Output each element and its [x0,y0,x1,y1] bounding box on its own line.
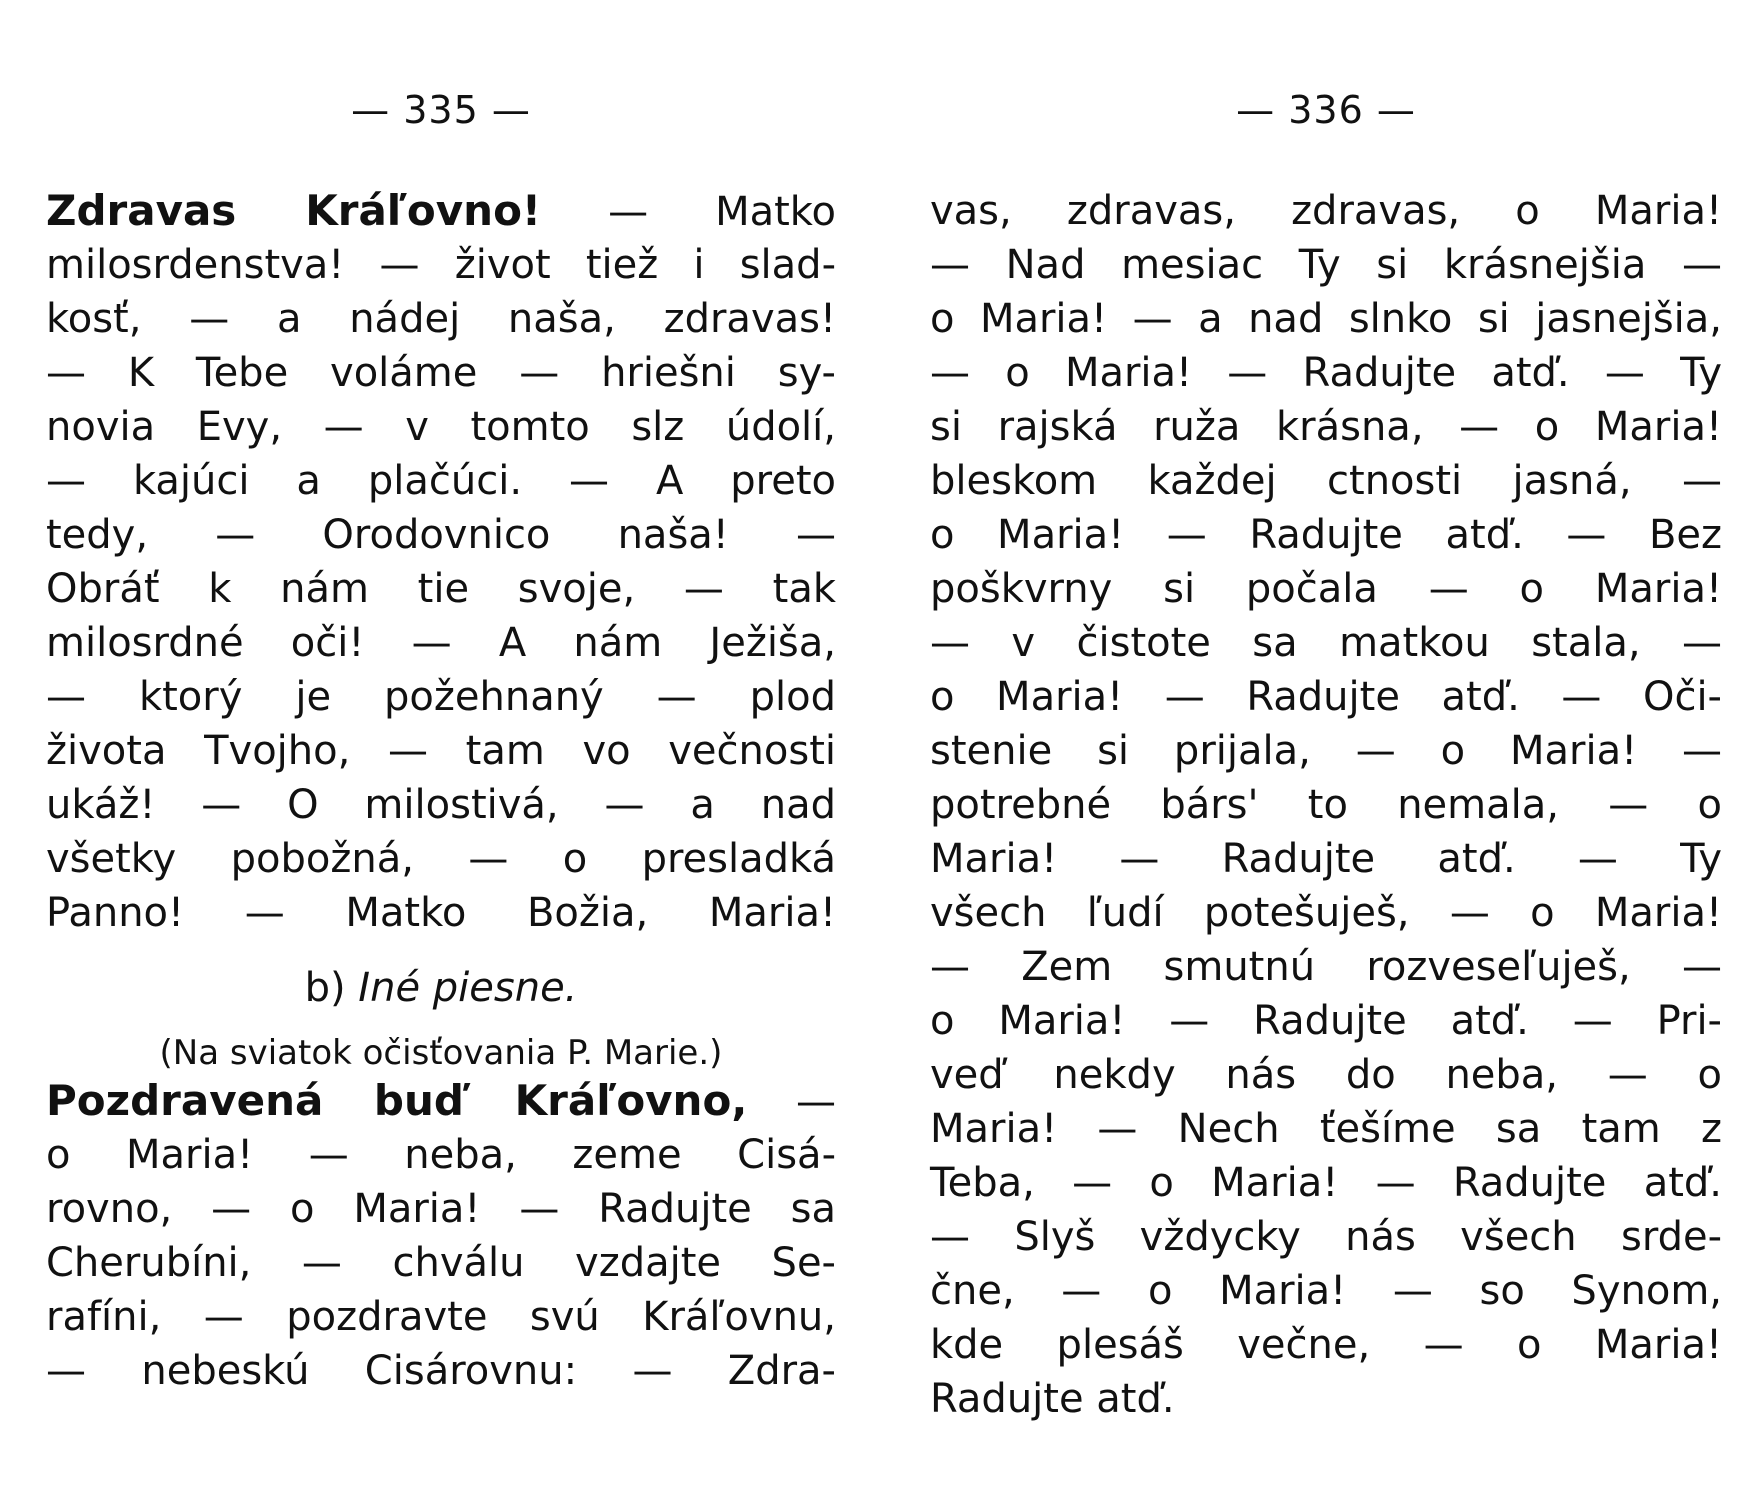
text-line: všetky pobožná, — o presladká [46,836,836,882]
text-line: — K Tebe voláme — hriešni sy- [46,350,836,396]
text-line: vas, zdravas, zdravas, o Maria! [930,188,1722,234]
text-line: ukáž! — O milostivá, — a nad [46,782,836,828]
section-heading: b) Iné piesne. [304,965,578,1011]
text-line: si rajská ruža krásna, — o Maria! [930,404,1722,450]
text-line: — v čistote sa matkou stala, — [930,620,1722,666]
text-line: o Maria! — Radujte atď. — Bez [930,512,1722,558]
prayer-body [46,238,836,940]
text-line: Radujte atď. [930,1376,1175,1422]
hymn-body [46,1128,836,1398]
text-line: o Maria! — Radujte atď. — Pri- [930,998,1722,1044]
text-line: o Maria! — neba, zeme Cisá- [46,1132,836,1178]
text-line: života Tvojho, — tam vo večnosti [46,728,836,774]
text-line: rafíni, — pozdravte svú Kráľovnu, [46,1294,836,1340]
prayer-first-line: Zdravas Kráľovno! — Matko [46,186,836,235]
text-line: — Zem smutnú rozveseľuješ, — [930,944,1722,990]
text-line: rovno, — o Maria! — Radujte sa [46,1186,836,1232]
text-line: o Maria! — Radujte atď. — Oči- [930,674,1722,720]
text-line: stenie si prijala, — o Maria! — [930,728,1722,774]
text-line: tedy, — Orodovnico naša! — [46,512,836,558]
text-line: — Nad mesiac Ty si krásnejšia — [930,242,1722,288]
text-line: Teba, — o Maria! — Radujte atď. [930,1160,1722,1206]
text-line: — Slyš vždycky nás všech srde- [930,1214,1722,1260]
text-line: — o Maria! — Radujte atď. — Ty [930,350,1722,396]
text-line: kde plesáš večne, — o Maria! [930,1322,1722,1368]
text-line: — ktorý je požehnaný — plod [46,674,836,720]
hymn-opening: Pozdravená buď Kráľovno, [46,1076,748,1125]
text-line: — kajúci a plačúci. — A preto [46,458,836,504]
text-line: kosť, — a nádej naša, zdravas! [46,296,836,342]
text-line: poškvrny si počala — o Maria! [930,566,1722,612]
text-line: o Maria! — a nad slnko si jasnejšia, [930,296,1722,342]
text-line: Obráť k nám tie svoje, — tak [46,566,836,612]
text-line: Maria! — Radujte atď. — Ty [930,836,1722,882]
page-number-336: — 336 — [1236,88,1416,132]
text-line: Cherubíni, — chválu vzdajte Se- [46,1240,836,1286]
text-line: Panno! — Matko Božia, Maria! [46,890,836,936]
text-line: čne, — o Maria! — so Synom, [930,1268,1722,1314]
text-line: milosrdné oči! — A nám Ježiša, [46,620,836,666]
text-line: potrebné bárs' to nemala, — o [930,782,1722,828]
text-line: — nebeskú Cisárovnu: — Zdra- [46,1348,836,1394]
occasion-subtitle: (Na sviatok očisťovania P. Marie.) [159,1033,723,1073]
right-page-text [930,184,1722,1426]
text-line: bleskom každej ctnosti jasná, — [930,458,1722,504]
text-line: milosrdenstva! — život tiež i slad- [46,242,836,288]
hymn-first-line: Pozdravená buď Kráľovno, — [46,1076,837,1125]
prayer-opening: Zdravas Kráľovno! [46,186,542,235]
text-line: veď nekdy nás do neba, — o [930,1052,1722,1098]
text-line: všech ľudí potešuješ, — o Maria! [930,890,1722,936]
text-line: Maria! — Nech ťešíme sa tam z [930,1106,1722,1152]
text-line: novia Evy, — v tomto slz údolí, [46,404,836,450]
left-page-text [46,184,836,1398]
page-number-335: — 335 — [351,88,531,132]
